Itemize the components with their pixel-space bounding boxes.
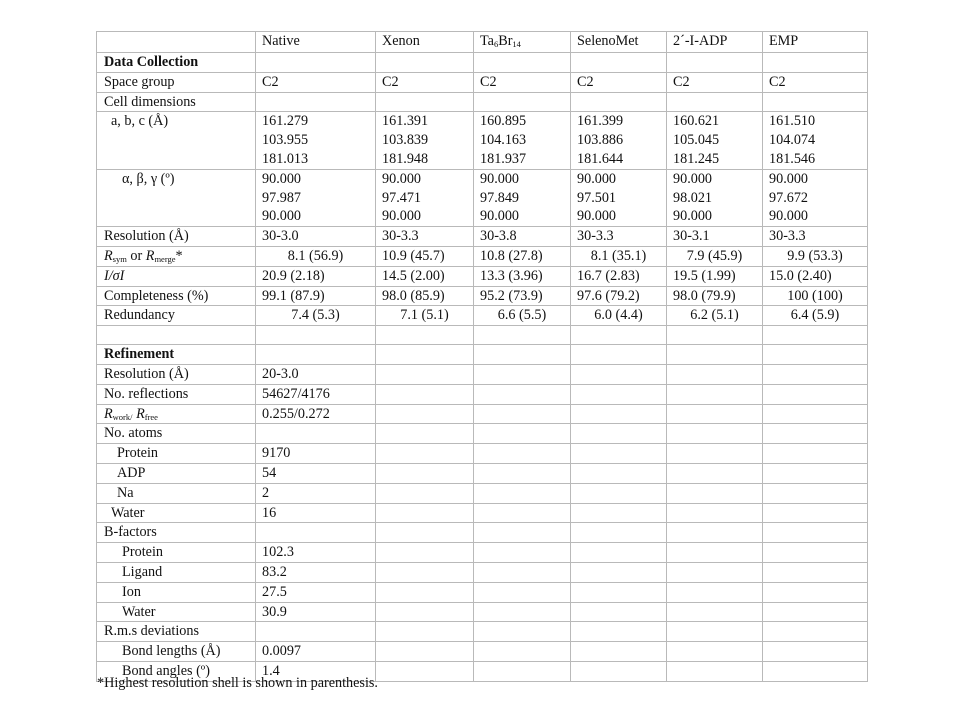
value-line: 97.849 bbox=[480, 189, 520, 206]
value-line: 161.391 bbox=[382, 113, 429, 130]
cell-value: 6.6 (5.5) bbox=[474, 306, 571, 326]
value-line: 90.000 bbox=[577, 208, 617, 225]
value-line: 181.013 bbox=[262, 150, 309, 167]
row-label bbox=[97, 266, 256, 286]
row-label: Space group bbox=[97, 72, 256, 92]
spacer-row bbox=[97, 326, 868, 345]
cell-value: 20-3.0 bbox=[256, 364, 376, 384]
cell-value: 16 bbox=[256, 503, 376, 523]
row-label: a, b, c (Å) bbox=[97, 112, 256, 169]
cell-multi bbox=[667, 112, 763, 169]
header-row bbox=[97, 32, 868, 53]
row-cell-dimensions bbox=[97, 92, 868, 112]
row-atoms-adp bbox=[97, 463, 868, 483]
row-b-ligand bbox=[97, 562, 868, 582]
cell-value: 83.2 bbox=[256, 562, 376, 582]
row-rsym bbox=[97, 246, 868, 266]
row-completeness bbox=[97, 286, 868, 306]
cell-value: 10.9 (45.7) bbox=[376, 246, 474, 266]
row-isigma bbox=[97, 266, 868, 286]
value-line: 161.399 bbox=[577, 113, 624, 130]
cell-value: 99.1 (87.9) bbox=[256, 286, 376, 306]
cell-value: 20.9 (2.18) bbox=[256, 266, 376, 286]
header-selenomet: SelenoMet bbox=[571, 32, 667, 53]
cell-multi bbox=[256, 112, 376, 169]
row-label: R.m.s deviations bbox=[97, 622, 256, 642]
row-rms bbox=[97, 622, 868, 642]
value-line: 97.672 bbox=[769, 189, 809, 206]
section-row-data-collection bbox=[97, 53, 868, 73]
row-label: No. atoms bbox=[97, 424, 256, 444]
value-line: 97.501 bbox=[577, 189, 617, 206]
value-line: 90.000 bbox=[480, 170, 520, 187]
cell-value: 98.0 (85.9) bbox=[376, 286, 474, 306]
merge-subscript: merge bbox=[154, 253, 176, 264]
value-line: 90.000 bbox=[480, 208, 520, 225]
row-label: Bond angles (º) bbox=[97, 661, 256, 681]
row-label: ADP bbox=[97, 463, 256, 483]
value-line: 103.955 bbox=[262, 132, 309, 149]
cell-value: 19.5 (1.99) bbox=[667, 266, 763, 286]
row-label: B-factors bbox=[97, 523, 256, 543]
header-native: Native bbox=[256, 32, 376, 53]
row-angles bbox=[97, 169, 868, 226]
value-line: 181.245 bbox=[673, 150, 720, 167]
value-line: 181.644 bbox=[577, 150, 624, 167]
row-label: Protein bbox=[97, 444, 256, 464]
ta-subscript: 6 bbox=[493, 39, 499, 49]
value-line: 98.021 bbox=[673, 189, 713, 206]
cell-multi bbox=[474, 112, 571, 169]
r-symbol: R bbox=[145, 247, 155, 264]
cell-value: 30-3.3 bbox=[763, 227, 868, 247]
row-bfactors bbox=[97, 523, 868, 543]
cell-value: 0.255/0.272 bbox=[256, 404, 376, 424]
section-row-refinement bbox=[97, 345, 868, 365]
cell-value: 8.1 (56.9) bbox=[256, 246, 376, 266]
value-line: 104.163 bbox=[480, 132, 527, 149]
value-line: 90.000 bbox=[769, 170, 809, 187]
row-rwork bbox=[97, 404, 868, 424]
asterisk: * bbox=[175, 247, 183, 264]
cell-multi bbox=[763, 169, 868, 226]
value-line: 90.000 bbox=[577, 170, 617, 187]
cell-value: 98.0 (79.9) bbox=[667, 286, 763, 306]
crystallography-table bbox=[96, 31, 868, 682]
row-b-protein bbox=[97, 543, 868, 563]
cell-value: C2 bbox=[256, 72, 376, 92]
cell-multi bbox=[474, 169, 571, 226]
section-title-data-collection: Data Collection bbox=[97, 53, 256, 73]
cell-multi bbox=[571, 112, 667, 169]
row-label: α, β, γ (º) bbox=[97, 169, 256, 226]
cell-multi bbox=[376, 169, 474, 226]
row-b-water bbox=[97, 602, 868, 622]
cell-value: 95.2 (73.9) bbox=[474, 286, 571, 306]
value-line: 90.000 bbox=[382, 208, 422, 225]
header-ta6br14 bbox=[474, 32, 571, 53]
row-label: No. reflections bbox=[97, 384, 256, 404]
row-resolution bbox=[97, 227, 868, 247]
row-redundancy bbox=[97, 306, 868, 326]
cell-multi bbox=[256, 169, 376, 226]
row-label: Protein bbox=[97, 543, 256, 563]
cell-value: 102.3 bbox=[256, 543, 376, 563]
cell-value: 7.4 (5.3) bbox=[256, 306, 376, 326]
free-subscript: free bbox=[144, 411, 158, 422]
r-symbol: R bbox=[104, 247, 113, 264]
isigma-label: I/σI bbox=[104, 267, 125, 284]
row-atoms bbox=[97, 424, 868, 444]
value-line: 161.510 bbox=[769, 113, 816, 130]
value-line: 90.000 bbox=[382, 170, 422, 187]
value-line: 97.987 bbox=[262, 189, 302, 206]
cell-value: C2 bbox=[474, 72, 571, 92]
cell-value: 100 (100) bbox=[763, 286, 868, 306]
r-symbol: R bbox=[136, 405, 145, 422]
row-label: Resolution (Å) bbox=[97, 364, 256, 384]
value-line: 181.546 bbox=[769, 150, 816, 167]
cell-value: 30-3.1 bbox=[667, 227, 763, 247]
cell-value: 54627/4176 bbox=[256, 384, 376, 404]
cell-value: 30-3.0 bbox=[256, 227, 376, 247]
cell-value: 16.7 (2.83) bbox=[571, 266, 667, 286]
cell-value: 15.0 (2.40) bbox=[763, 266, 868, 286]
section-title-refinement: Refinement bbox=[97, 345, 256, 365]
row-atoms-protein bbox=[97, 444, 868, 464]
cell-value: C2 bbox=[376, 72, 474, 92]
value-line: 90.000 bbox=[262, 170, 302, 187]
row-label: Bond lengths (Å) bbox=[97, 642, 256, 662]
row-label-rsym bbox=[97, 246, 256, 266]
cell-value: 6.0 (4.4) bbox=[571, 306, 667, 326]
cell-value: C2 bbox=[571, 72, 667, 92]
table-footnote: *Highest resolution shell is shown in parenthesis. bbox=[97, 675, 378, 691]
cell-value: 13.3 (3.96) bbox=[474, 266, 571, 286]
cell-value: 27.5 bbox=[256, 582, 376, 602]
row-b-ion bbox=[97, 582, 868, 602]
header-iadp: 2´-I-ADP bbox=[667, 32, 763, 53]
row-label: Resolution (Å) bbox=[97, 227, 256, 247]
cell-value: 30-3.8 bbox=[474, 227, 571, 247]
crystallography-table-container bbox=[96, 31, 867, 682]
header-xenon: Xenon bbox=[376, 32, 474, 53]
value-line: 160.621 bbox=[673, 113, 720, 130]
cell-value: 1.4 bbox=[256, 661, 376, 681]
cell-value: 10.8 (27.8) bbox=[474, 246, 571, 266]
value-line: 90.000 bbox=[262, 208, 302, 225]
cell-value: C2 bbox=[763, 72, 868, 92]
cell-value: 0.0097 bbox=[256, 642, 376, 662]
value-line: 161.279 bbox=[262, 113, 309, 130]
row-abc bbox=[97, 112, 868, 169]
row-atoms-na bbox=[97, 483, 868, 503]
cell-multi bbox=[571, 169, 667, 226]
cell-value: 6.4 (5.9) bbox=[763, 306, 868, 326]
value-line: 97.471 bbox=[382, 189, 422, 206]
value-line: 103.886 bbox=[577, 132, 624, 149]
value-line: 103.839 bbox=[382, 132, 429, 149]
value-line: 181.948 bbox=[382, 150, 429, 167]
br-subscript: 14 bbox=[512, 39, 521, 49]
cell-multi bbox=[763, 112, 868, 169]
value-line: 90.000 bbox=[769, 208, 809, 225]
cell-multi bbox=[667, 169, 763, 226]
cell-value: C2 bbox=[667, 72, 763, 92]
cell-value: 30.9 bbox=[256, 602, 376, 622]
cell-value: 7.9 (45.9) bbox=[667, 246, 763, 266]
value-line: 105.045 bbox=[673, 132, 720, 149]
row-label: Completeness (%) bbox=[97, 286, 256, 306]
cell-value: 30-3.3 bbox=[376, 227, 474, 247]
cell-value: 6.2 (5.1) bbox=[667, 306, 763, 326]
row-ref-resolution bbox=[97, 364, 868, 384]
row-bond-lengths bbox=[97, 642, 868, 662]
row-label: Water bbox=[97, 602, 256, 622]
row-label-rwork bbox=[97, 404, 256, 424]
row-label: Redundancy bbox=[97, 306, 256, 326]
row-label: Ion bbox=[97, 582, 256, 602]
cell-value: 30-3.3 bbox=[571, 227, 667, 247]
or-text: or bbox=[126, 247, 146, 264]
row-label: Na bbox=[97, 483, 256, 503]
cell-value: 9170 bbox=[256, 444, 376, 464]
cell-value: 14.5 (2.00) bbox=[376, 266, 474, 286]
header-emp: EMP bbox=[763, 32, 868, 53]
cell-value: 7.1 (5.1) bbox=[376, 306, 474, 326]
sym-subscript: sym bbox=[112, 253, 127, 264]
value-line: 90.000 bbox=[673, 170, 713, 187]
cell-value: 2 bbox=[256, 483, 376, 503]
cell-multi bbox=[376, 112, 474, 169]
br-symbol: Br bbox=[498, 33, 513, 49]
value-line: 160.895 bbox=[480, 113, 527, 130]
header-corner bbox=[97, 32, 256, 53]
row-space-group bbox=[97, 72, 868, 92]
cell-value: 9.9 (53.3) bbox=[763, 246, 868, 266]
cell-value: 54 bbox=[256, 463, 376, 483]
cell-value: 97.6 (79.2) bbox=[571, 286, 667, 306]
value-line: 104.074 bbox=[769, 132, 816, 149]
row-label: Ligand bbox=[97, 562, 256, 582]
cell-value: 8.1 (35.1) bbox=[571, 246, 667, 266]
r-symbol: R bbox=[104, 405, 113, 422]
row-reflections bbox=[97, 384, 868, 404]
ta-symbol: Ta bbox=[480, 33, 494, 49]
work-subscript: work/ bbox=[112, 411, 133, 422]
value-line: 181.937 bbox=[480, 150, 527, 167]
row-label: Cell dimensions bbox=[97, 92, 256, 112]
value-line: 90.000 bbox=[673, 208, 713, 225]
row-atoms-water bbox=[97, 503, 868, 523]
row-label: Water bbox=[97, 503, 256, 523]
